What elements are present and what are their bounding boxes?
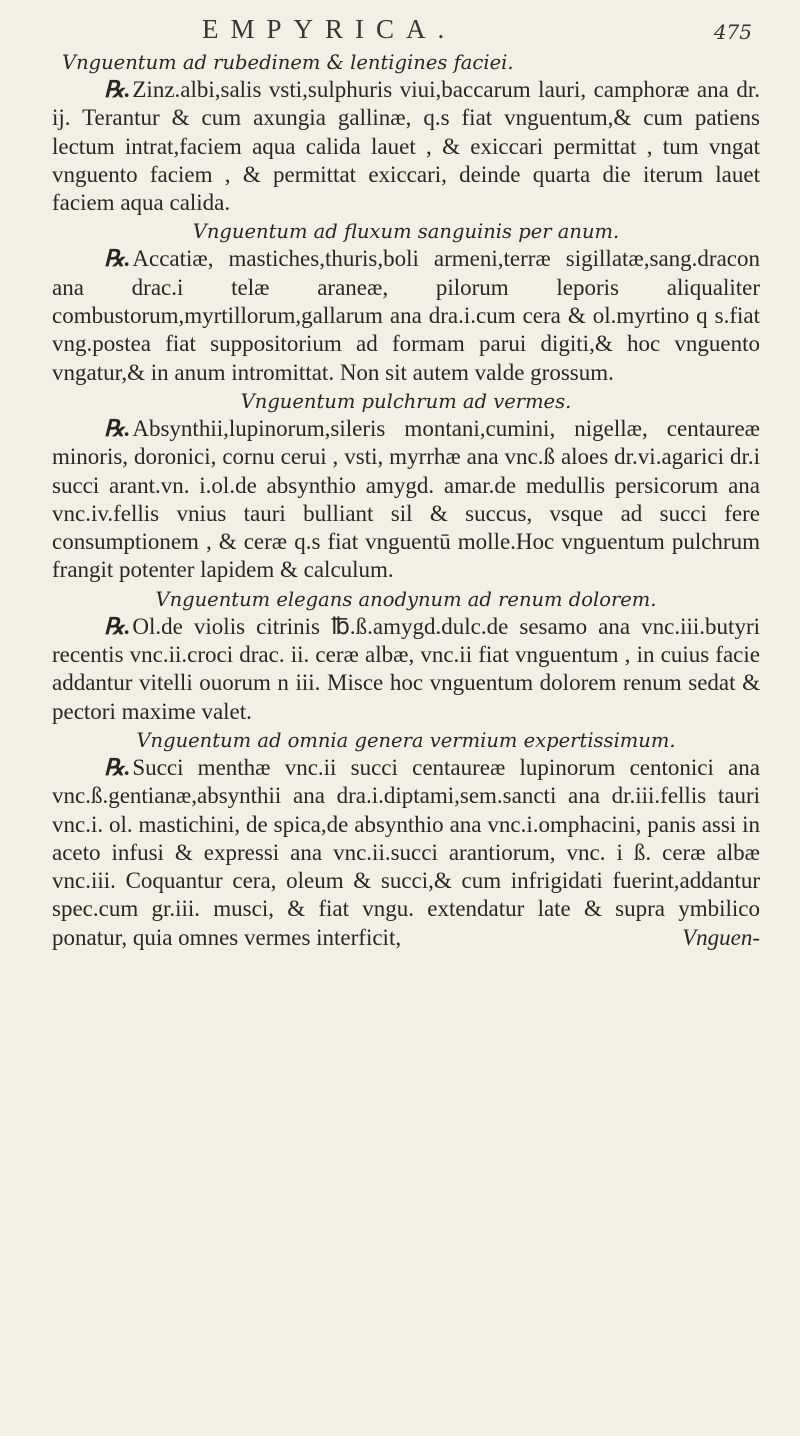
recipe-text [52, 754, 760, 952]
recipe-text [52, 245, 760, 386]
page-number: 475 [713, 20, 752, 44]
recipe-entry [52, 587, 760, 726]
recipe-text [52, 613, 760, 726]
recipe-body: Zinz.albi,salis vsti,sulphuris viui,baccarum lauri, camphoræ ana dr. ij. Terantur & cum axungia gallinæ, q.s fiat vnguentum,& cum patiens lectum intrat,faciem aqua calida lauet , & exiccari permittat , tum vngat vnguento faciem , & permittat exiccari, deinde quarta die iterum lauet faciem aqua calida. [52, 77, 760, 216]
recipe-body: Succi menthæ vnc.ii succi centaureæ lupinorum centonici ana vnc.ß.gentianæ,absynthii ana dra.i.diptami,sem.sancti ana dr.iii.fellis tauri vnc.i. ol. mastichini, de spica,de absynthio ana vnc.i.omphacini, panis assi in aceto infusi & expressi ana vnc.ii.succi arantiorum, vnc. i ß. ceræ albæ vnc.iii. Coquantur cera, oleum & succi,& cum infrigidati fuerint,addantur spec.cum gr.iii. musci, & fiat vngu. extendatur late & supra ymbilico ponatur, quia omnes vermes interficit, [52, 754, 760, 950]
page-header [52, 10, 760, 50]
recipe-title: Vnguentum ad rubedinem & lentigines faciei. [62, 51, 514, 74]
recipe-entry [52, 728, 760, 952]
recipe-text [52, 76, 760, 217]
recipe-symbol-icon: ℞. [104, 77, 131, 102]
recipe-symbol-icon: ℞. [104, 754, 131, 780]
recipe-symbol-icon: ℞. [104, 415, 131, 441]
recipe-body: Ol.de violis citrinis ℔.ß.amygd.dulc.de sesamo ana vnc.iii.butyri recentis vnc.ii.croci drac. ii. ceræ albæ, vnc.ii fiat vnguentum , in cuius facie addantur vitelli ouorum n iii. Misce hoc vnguentum dolorem renum sedat & pectori maxime valet. [52, 613, 760, 724]
running-head: EMPYRICA. [202, 14, 457, 44]
recipe-text [52, 415, 760, 585]
recipe-title: Vnguentum ad fluxum sanguinis per anum. [192, 220, 620, 244]
recipe-entry [52, 389, 760, 585]
recipe-symbol-icon: ℞. [104, 246, 131, 272]
recipe-body: Absynthii,lupinorum,sileris montani,cumini, nigellæ, centaureæ minoris, doronici, cornu cerui , vsti, myrrhæ ana vnc.ß aloes dr.vi.agarici dr.i succi arant.vn. i.ol.de absynthio amygd. amar.de medullis persicorum ana vnc.iv.fellis vnius tauri bulliant sil & succus, vsque ad succi fere consumptionem , & ceræ q.s fiat vnguentū molle.Hoc vnguentum pulchrum frangit potenter lapidem & calculum. [52, 415, 760, 583]
recipe-entry [52, 50, 760, 217]
recipe-symbol-icon: ℞. [104, 613, 131, 639]
recipe-body: Accatiæ, mastiches,thuris,boli armeni,terræ sigillatæ,sang.dracon ana drac.i telæ araneæ, pilorum leporis aliqualiter combustorum,myrtillorum,gallarum ana dra.i.cum cera & ol.myrtino q s.fiat vng.postea fiat suppositorium ad formam parui digiti,& hoc vnguento vngatur,& in anum intromittat. Non sit autem valde grossum. [52, 246, 760, 385]
recipe-title: Vnguentum pulchrum ad vermes. [240, 389, 572, 413]
catchword: Vnguen- [682, 924, 760, 950]
recipe-entry [52, 219, 760, 386]
recipe-title: Vnguentum ad omnia genera vermium expertissimum. [136, 728, 676, 752]
recipe-title: Vnguentum elegans anodynum ad renum dolorem. [155, 587, 657, 611]
